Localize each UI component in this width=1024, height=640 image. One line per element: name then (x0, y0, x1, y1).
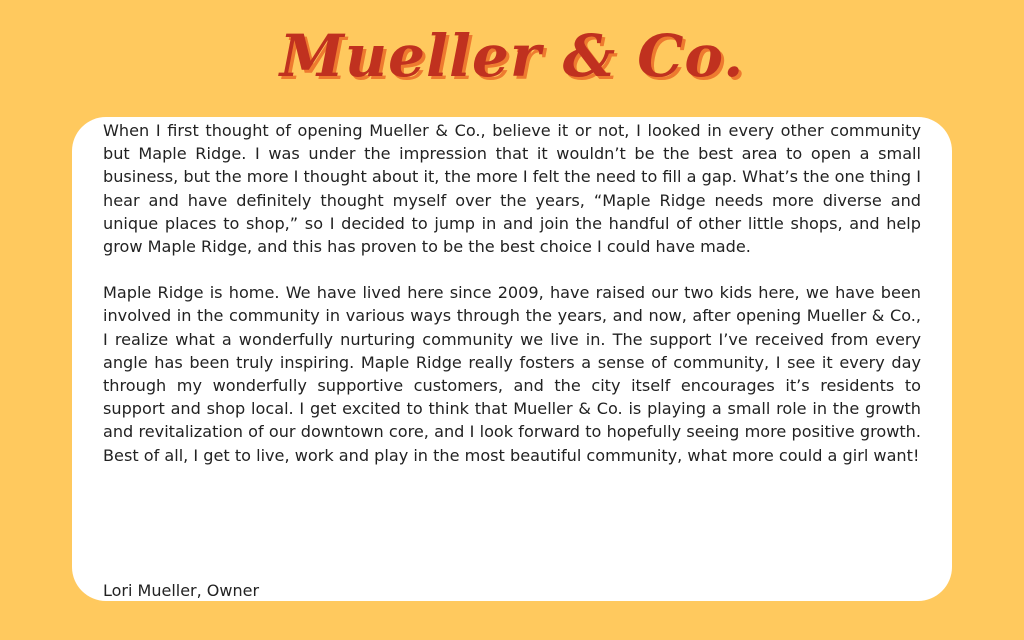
signature: Lori Mueller, Owner (103, 581, 260, 600)
paragraph-intro: When I first thought of opening Mueller & Co., believe it or not, I looked in every other community but Maple Ridge. I was under the impression that it wouldn’t be the best area to open a small business, but the more I thought about it, the more I felt the need to fill a gap. What’s the one thing I hear and have definitely thought myself over the years, “Maple Ridge needs more diverse and unique places to shop,” so I decided to jump in and join the handful of other little shops, and help grow Maple Ridge, and this has proven to be the best choice I could have made. (103, 121, 921, 257)
page-title: Mueller & Co. (279, 22, 745, 90)
story-text (103, 119, 921, 467)
paragraph-community: Maple Ridge is home. We have lived here since 2009, have raised our two kids here, we have been involved in the community in various ways through the years, and now, after opening Mueller & Co., I realize what a wonderfully nurturing community we live in. The support I’ve received from every angle has been truly inspiring. Maple Ridge really fosters a sense of community, I see it every day through my wonderfully supportive customers, and the city itself encourages it’s residents to support and shop local. I get excited to think that Mueller & Co. is playing a small role in the growth and revitalization of our downtown core, and I look forward to hopefully seeing more positive growth. Best of all, I get to live, work and play in the most beautiful community, what more could a girl want! (103, 283, 921, 465)
